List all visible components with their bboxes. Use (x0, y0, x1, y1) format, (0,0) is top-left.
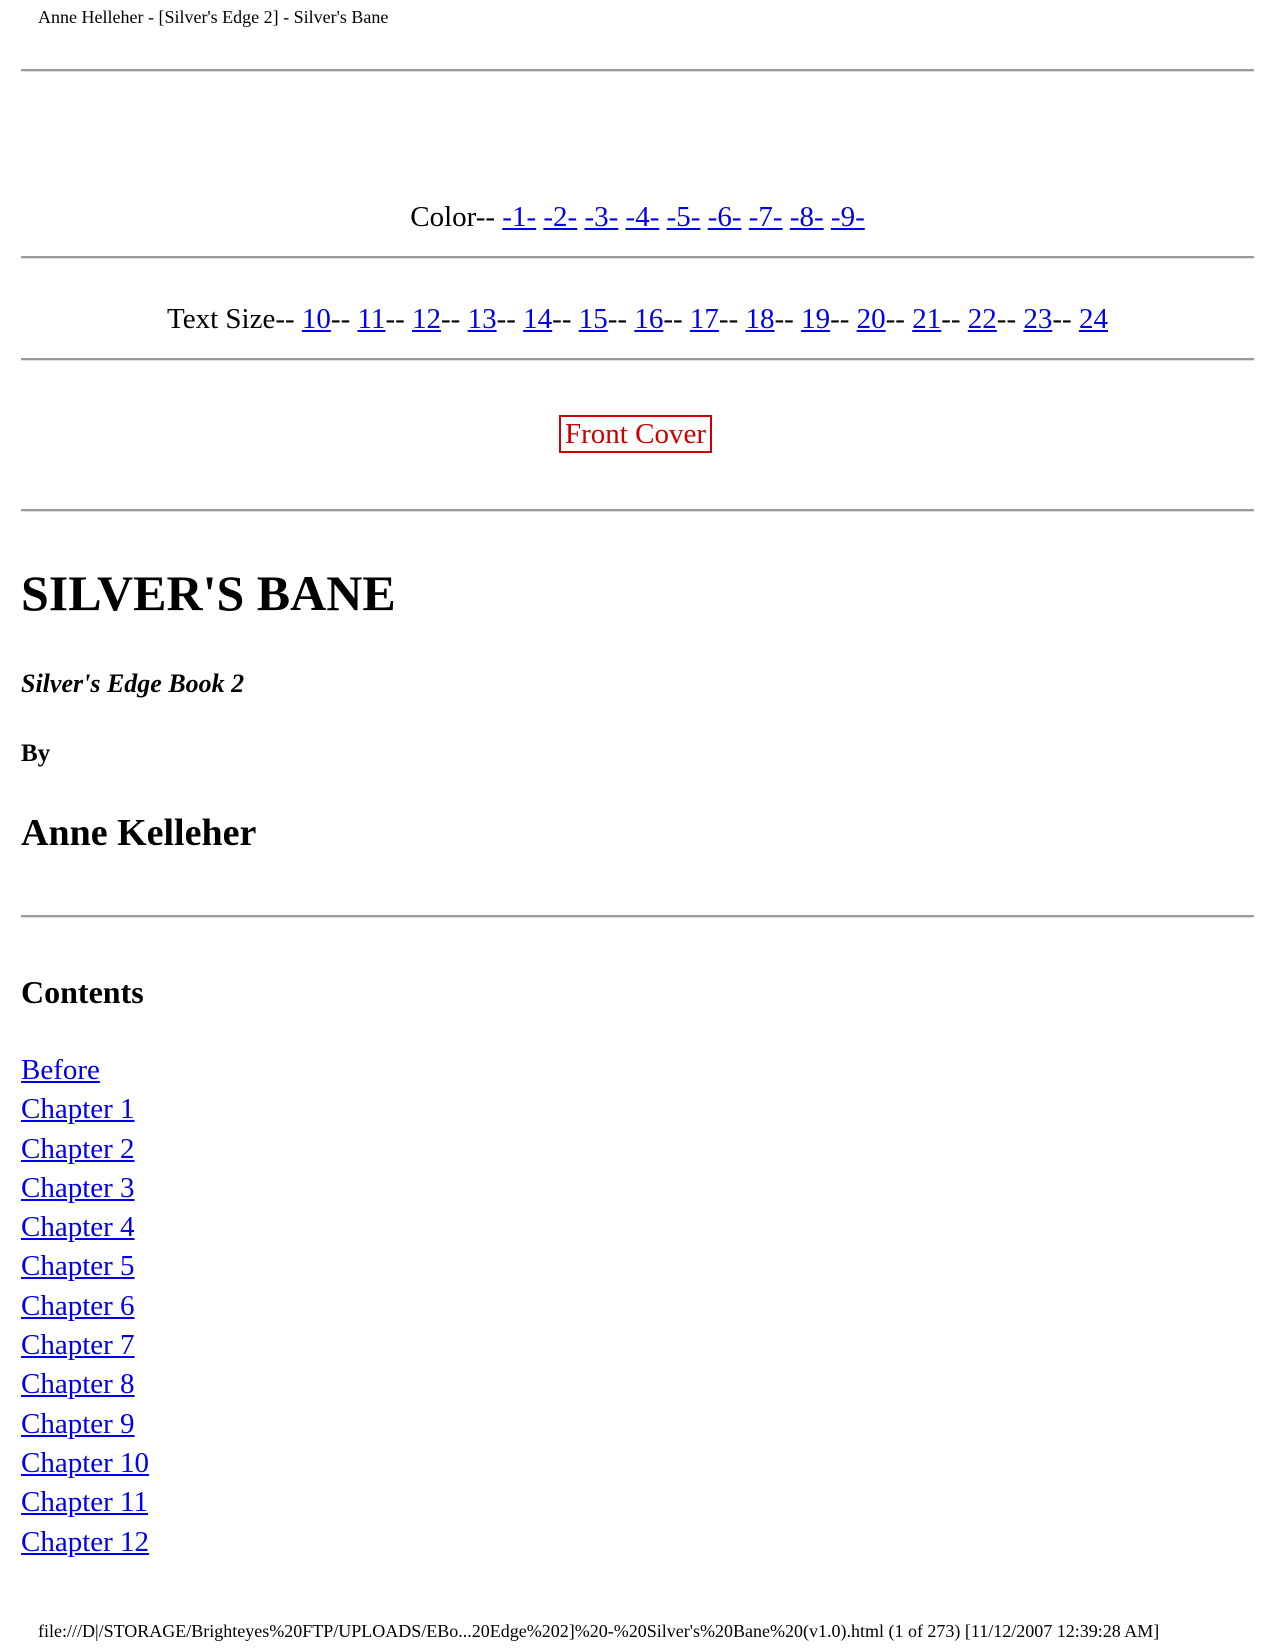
text-size-separator: -- (885, 303, 913, 335)
list-item (21, 1365, 149, 1404)
text-size-option-link[interactable]: 18 (745, 303, 775, 335)
text-size-option-link[interactable]: 22 (967, 303, 997, 335)
list-item (21, 1090, 149, 1129)
print-footer: file:///D|/STORAGE/Brighteyes%20FTP/UPLOADS/EBo...20Edge%202]%20-%20Silver's%20Bane%20(v1.0).html (1 of 273) [11/12/2007 12:39:28 AM] (38, 1621, 1160, 1641)
color-option-link[interactable]: -5- (666, 201, 701, 233)
table-of-contents (21, 1051, 149, 1562)
text-size-option-link[interactable]: 11 (357, 303, 386, 335)
text-size-separator: -- (496, 303, 524, 335)
toc-link[interactable]: Chapter 6 (21, 1289, 135, 1322)
divider (21, 915, 1254, 918)
text-size-links (302, 303, 1108, 335)
text-size-separator: -- (996, 303, 1024, 335)
text-size-separator: -- (552, 303, 579, 335)
text-size-separator: -- (1052, 303, 1079, 335)
text-size-option-link[interactable]: 19 (801, 303, 831, 335)
color-option-link[interactable]: -4- (625, 201, 660, 233)
toc-link[interactable]: Chapter 11 (21, 1486, 148, 1519)
text-size-option-link[interactable]: 23 (1023, 303, 1053, 335)
color-selector-row (0, 200, 1275, 234)
text-size-option-link[interactable]: 13 (467, 303, 497, 335)
toc-link[interactable]: Chapter 4 (21, 1211, 135, 1244)
text-size-option-link[interactable]: 15 (578, 303, 608, 335)
color-option-link[interactable]: -7- (748, 201, 783, 233)
color-option-link[interactable]: -9- (830, 201, 865, 233)
contents-heading: Contents (21, 974, 144, 1010)
text-size-separator: -- (830, 303, 857, 335)
toc-link[interactable]: Chapter 9 (21, 1407, 135, 1440)
text-size-option-link[interactable]: 24 (1078, 303, 1108, 335)
text-size-option-link[interactable]: 20 (856, 303, 886, 335)
byline-label: By (21, 740, 51, 767)
text-size-separator: -- (385, 303, 413, 335)
book-title: SILVER'S BANE (21, 565, 396, 621)
list-item (21, 1483, 149, 1522)
color-links (502, 201, 864, 233)
toc-link[interactable]: Chapter 3 (21, 1171, 135, 1204)
list-item (21, 1287, 149, 1326)
list-item (21, 1326, 149, 1365)
text-size-row (0, 302, 1275, 336)
text-size-separator: -- (663, 303, 690, 335)
divider (21, 69, 1254, 72)
text-size-label: Text Size-- (167, 303, 302, 335)
divider (21, 256, 1254, 259)
color-option-link[interactable]: -1- (502, 201, 537, 233)
text-size-separator: -- (941, 303, 968, 335)
text-size-option-link[interactable]: 21 (912, 303, 942, 335)
list-item (21, 1169, 149, 1208)
divider (21, 358, 1254, 361)
list-item (21, 1523, 149, 1562)
toc-link[interactable]: Chapter 10 (21, 1446, 150, 1479)
color-option-link[interactable]: -2- (543, 201, 578, 233)
divider (21, 509, 1254, 512)
text-size-option-link[interactable]: 14 (523, 303, 553, 335)
front-cover-image-link[interactable]: Front Cover (559, 415, 712, 453)
text-size-option-link[interactable]: 12 (412, 303, 442, 335)
toc-link[interactable]: Chapter 1 (21, 1093, 135, 1126)
list-item (21, 1051, 149, 1090)
list-item (21, 1208, 149, 1247)
toc-link[interactable]: Chapter 12 (21, 1525, 150, 1558)
text-size-option-link[interactable]: 10 (301, 303, 331, 335)
book-series: Silver's Edge Book 2 (21, 669, 245, 698)
list-item (21, 1405, 149, 1444)
text-size-separator: -- (718, 303, 746, 335)
toc-link[interactable]: Chapter 5 (21, 1250, 135, 1283)
author-name: Anne Kelleher (21, 812, 257, 854)
toc-link[interactable]: Chapter 8 (21, 1368, 135, 1401)
toc-link[interactable]: Chapter 2 (21, 1132, 135, 1165)
toc-link[interactable]: Before (21, 1054, 100, 1086)
text-size-separator: -- (330, 303, 358, 335)
text-size-separator: -- (607, 303, 635, 335)
text-size-separator: -- (441, 303, 468, 335)
text-size-separator: -- (774, 303, 802, 335)
color-option-link[interactable]: -3- (584, 201, 619, 233)
toc-link[interactable]: Chapter 7 (21, 1329, 135, 1362)
print-header: Anne Helleher - [Silver's Edge 2] - Silver's Bane (38, 7, 389, 27)
color-option-link[interactable]: -6- (707, 201, 742, 233)
list-item (21, 1130, 149, 1169)
text-size-option-link[interactable]: 16 (634, 303, 664, 335)
text-size-option-link[interactable]: 17 (689, 303, 719, 335)
list-item (21, 1444, 149, 1483)
list-item (21, 1247, 149, 1286)
color-selector-label: Color-- (410, 201, 503, 233)
color-option-link[interactable]: -8- (789, 201, 824, 233)
